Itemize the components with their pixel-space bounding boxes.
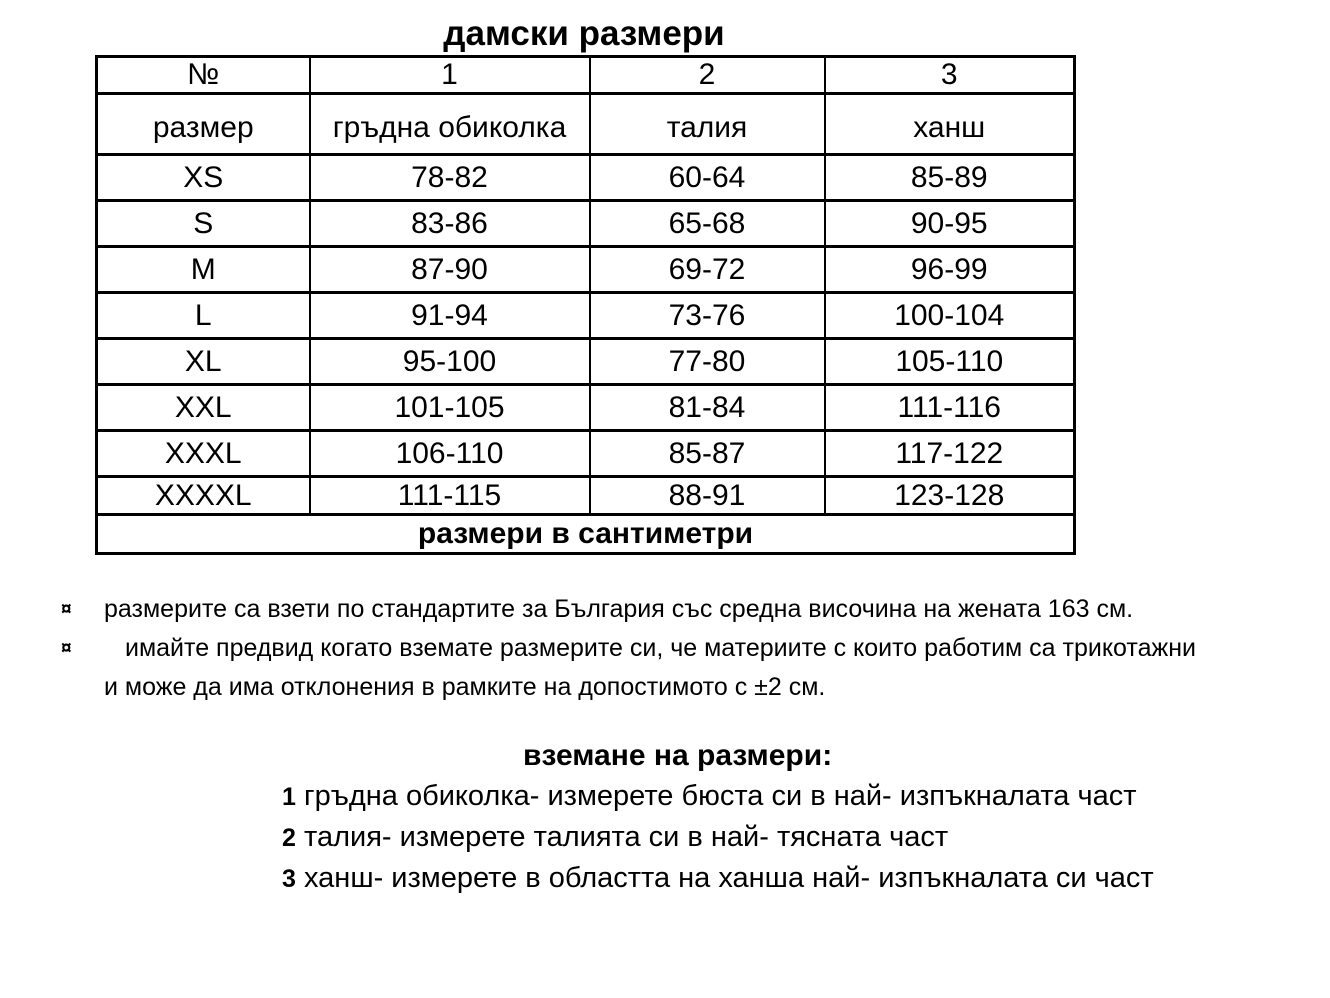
bust-cell: 87-90 (310, 247, 590, 293)
measuring-item-number: 3 (282, 865, 296, 893)
table-header-labels-row (97, 94, 1075, 155)
header-col-number: № (97, 57, 310, 94)
bust-cell: 111-115 (310, 477, 590, 515)
measuring-heading: вземане на размери: (523, 739, 833, 772)
hips-cell: 111-116 (825, 385, 1075, 431)
header-waist-label: талия (590, 94, 825, 155)
notes-section (61, 590, 1196, 707)
header-size-label: размер (97, 94, 310, 155)
bust-cell: 91-94 (310, 293, 590, 339)
page-title: дамски размери (443, 14, 725, 53)
waist-cell: 60-64 (590, 155, 825, 201)
size-cell: XXL (97, 385, 310, 431)
table-row-xl (97, 339, 1075, 385)
measuring-item-hips (282, 858, 1154, 899)
header-hips-label: ханш (825, 94, 1075, 155)
size-cell: XL (97, 339, 310, 385)
table-row-xxxxl (97, 477, 1075, 515)
measuring-item-bust (282, 776, 1154, 817)
measuring-list (282, 776, 1154, 899)
size-cell: XS (97, 155, 310, 201)
measuring-item-text: гръдна обиколка- измерете бюста си в най- изпъкналата част (304, 780, 1137, 812)
waist-cell: 81-84 (590, 385, 825, 431)
header-col-1: 1 (310, 57, 590, 94)
waist-cell: 73-76 (590, 293, 825, 339)
waist-cell: 85-87 (590, 431, 825, 477)
measuring-item-number: 2 (282, 824, 296, 852)
note-text-1: размерите са взети по стандартите за България със средна височина на жената 163 см. (104, 595, 1134, 623)
hips-cell: 100-104 (825, 293, 1075, 339)
bullet-icon: ¤ (61, 638, 72, 659)
note-text-3: и може да има отклонения в рамките на допостимото с ±2 см. (104, 673, 826, 701)
size-cell: XXXXL (97, 477, 310, 515)
hips-cell: 117-122 (825, 431, 1075, 477)
waist-cell: 77-80 (590, 339, 825, 385)
hips-cell: 123-128 (825, 477, 1075, 515)
measuring-item-waist (282, 817, 1154, 858)
size-cell: XXXL (97, 431, 310, 477)
table-footer-row (97, 515, 1075, 554)
hips-cell: 85-89 (825, 155, 1075, 201)
size-table (95, 55, 1076, 555)
header-col-3: 3 (825, 57, 1075, 94)
bust-cell: 78-82 (310, 155, 590, 201)
note-text-2: имайте предвид когато вземате размерите си, че материите с които работим са трикотажни (125, 634, 1196, 662)
waist-cell: 65-68 (590, 201, 825, 247)
measuring-item-number: 1 (282, 783, 296, 811)
measuring-item-text: ханш- измерете в областта на ханша най- изпъкналата си част (304, 862, 1154, 894)
table-row-s (97, 201, 1075, 247)
hips-cell: 96-99 (825, 247, 1075, 293)
table-row-xs (97, 155, 1075, 201)
bust-cell: 83-86 (310, 201, 590, 247)
size-cell: S (97, 201, 310, 247)
note-item-2 (61, 629, 1196, 668)
table-row-l (97, 293, 1075, 339)
size-cell: L (97, 293, 310, 339)
hips-cell: 105-110 (825, 339, 1075, 385)
bust-cell: 106-110 (310, 431, 590, 477)
measuring-item-text: талия- измерете талията си в най- тясната част (304, 821, 949, 853)
note-item-2-continued (61, 668, 1196, 707)
note-item-1 (61, 590, 1196, 629)
header-col-2: 2 (590, 57, 825, 94)
table-row-xxl (97, 385, 1075, 431)
waist-cell: 69-72 (590, 247, 825, 293)
size-cell: M (97, 247, 310, 293)
header-bust-label: гръдна обиколка (310, 94, 590, 155)
bust-cell: 101-105 (310, 385, 590, 431)
table-row-m (97, 247, 1075, 293)
bust-cell: 95-100 (310, 339, 590, 385)
waist-cell: 88-91 (590, 477, 825, 515)
hips-cell: 90-95 (825, 201, 1075, 247)
table-row-xxxl (97, 431, 1075, 477)
table-header-numbers-row (97, 57, 1075, 94)
bullet-icon: ¤ (61, 599, 72, 620)
table-footer-note: размери в сантиметри (97, 515, 1075, 554)
